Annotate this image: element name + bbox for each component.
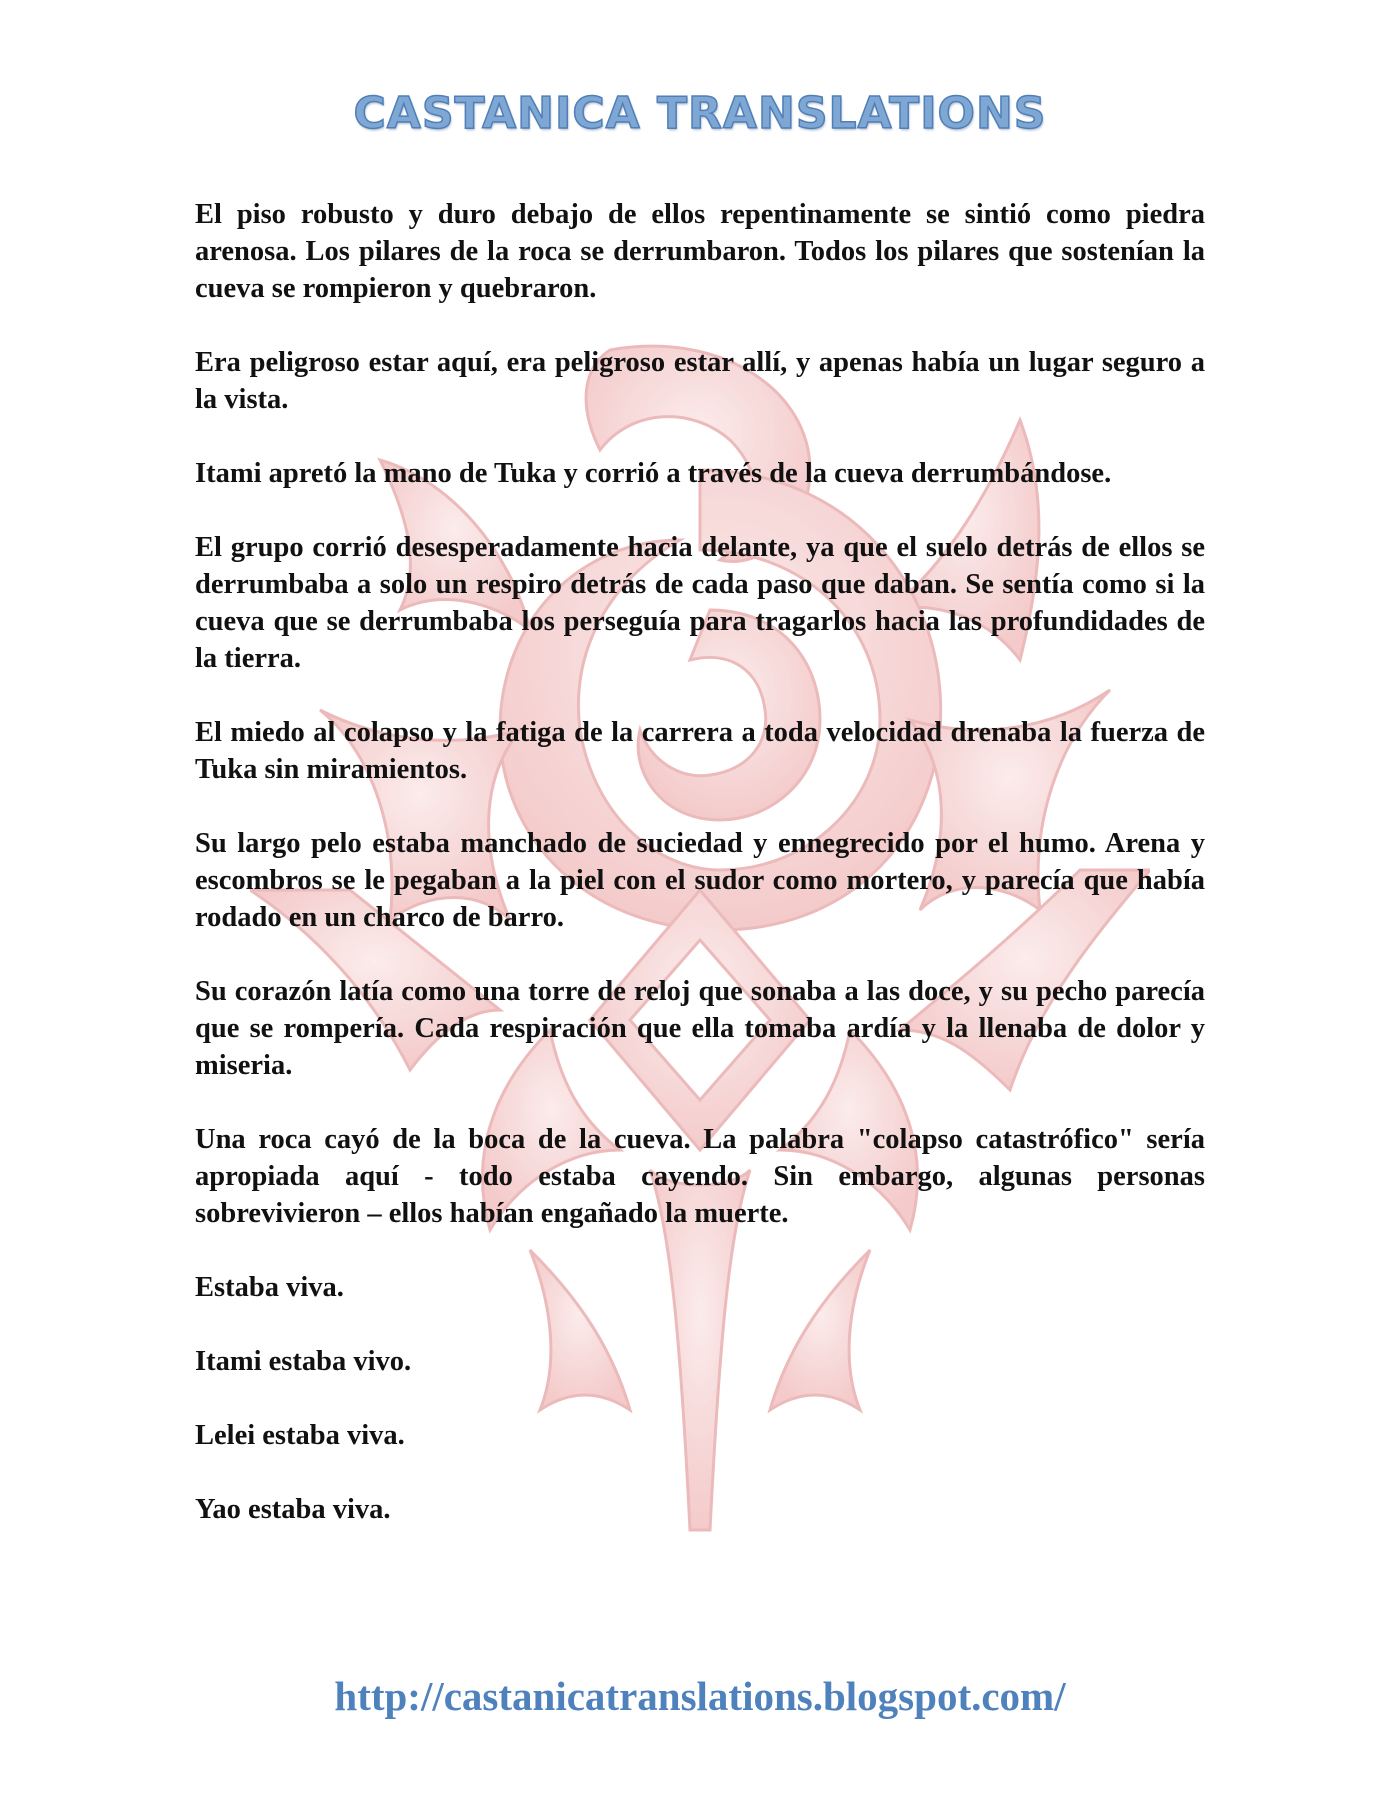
paragraph: Yao estaba viva. <box>195 1494 391 1525</box>
paragraph: Una roca cayó de la boca de la cueva. La palabra "colapso catastrófico" sería apropiada aquí - todo estaba cayendo. Sin embargo, algunas personas sobrevivieron – ellos habían engañado la muerte. <box>195 1124 1205 1229</box>
paragraph: El miedo al colapso y la fatiga de la carrera a toda velocidad drenaba la fuerza de Tuka sin miramientos. <box>195 717 1205 785</box>
footer-url-link[interactable]: http://castanicatranslations.blogspot.com/ <box>334 1673 1066 1719</box>
paragraph: El piso robusto y duro debajo de ellos repentinamente se sintió como piedra arenosa. Los pilares de la roca se derrumbaron. Todos los pilares que sostenían la cueva se rompieron y quebraron. <box>195 199 1205 304</box>
paragraph: Lelei estaba viva. <box>195 1420 405 1451</box>
paragraph: Itami estaba vivo. <box>195 1346 412 1377</box>
document-body <box>195 196 1205 1565</box>
page-header-title: CASTANICA TRANSLATIONS <box>353 88 1047 139</box>
paragraph: Estaba viva. <box>195 1272 344 1303</box>
paragraph: Itami apretó la mano de Tuka y corrió a través de la cueva derrumbándose. <box>195 458 1112 489</box>
paragraph: El grupo corrió desesperadamente hacia delante, ya que el suelo detrás de ellos se derrumbaba a solo un respiro detrás de cada paso que daban. Se sentía como si la cueva que se derrumbaba los perseguía para tragarlos hacia las profundidades de la tierra. <box>195 532 1205 674</box>
paragraph: Su corazón latía como una torre de reloj que sonaba a las doce, y su pecho parecía que se rompería. Cada respiración que ella tomaba ardía y la llenaba de dolor y miseria. <box>195 976 1205 1081</box>
paragraph: Su largo pelo estaba manchado de suciedad y ennegrecido por el humo. Arena y escombros se le pegaban a la piel con el sudor como mortero, y parecía que había rodado en un charco de barro. <box>195 828 1205 933</box>
paragraph: Era peligroso estar aquí, era peligroso estar allí, y apenas había un lugar seguro a la vista. <box>195 347 1205 415</box>
